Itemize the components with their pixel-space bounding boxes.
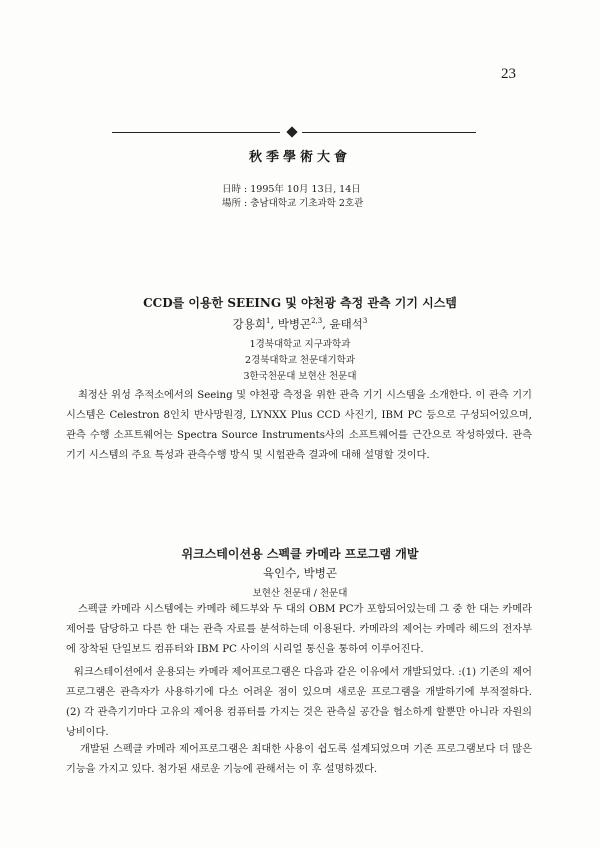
page-number: 23 xyxy=(501,66,516,82)
article2-paragraph-1: 스펙클 카메라 시스템에는 카메라 헤드부와 두 대의 OBM PC가 포함되어있는데 그 중 한 대는 카메라 제어를 담당하고 다른 한 대는 관측 자료를 분석하는데 이용된다. 카메라의 제어는 카메라 헤드의 전자부에 장착된 단일보드 컴퓨터와 IBM PC 사이의 시리얼 통신을 통하여 이루어진다. xyxy=(66,604,532,655)
author-name: 강용희 xyxy=(232,317,266,331)
author-name: 박병곤 xyxy=(277,317,312,331)
author-mark: 2,3 xyxy=(311,317,323,326)
conference-title: 秋季學術大會 xyxy=(248,150,351,165)
article1-affiliation-1: 1경북대학교 지구과학과 xyxy=(249,339,351,350)
author-mark: 1 xyxy=(265,317,271,326)
section-divider xyxy=(112,127,476,139)
divider-line-right xyxy=(302,132,476,133)
article2-authors: 육인수, 박병곤 xyxy=(263,566,337,580)
article1-title: CCD를 이용한 SEEING 및 야천광 측정 관측 기기 시스템 xyxy=(143,296,457,310)
article2-paragraph-3: 개발된 스펙클 카메라 제어프로그램은 최대한 사용이 쉽도록 설계되었으며 기존 프로그램보다 더 많은 기능을 가지고 있다. 첨가된 새로운 기능에 관해서는 이 후 설명하겠다. xyxy=(66,744,532,775)
article2-title: 위크스테이션용 스펙클 카메라 프로그램 개발 xyxy=(181,547,419,561)
article1-affiliation-2: 2경북대학교 천문대기학과 xyxy=(244,355,355,366)
article2-paragraph-2: 워크스테이션에서 운용되는 카메라 제어프로그램은 다음과 같은 이유에서 개발되었다. :(1) 기존의 제어프로그램은 관측자가 사용하기에 다소 어려운 점이 있으며 새로운 프로그램을 개발하기에 부적절하다. (2) 각 관측기기마다 고유의 제어용 컴퓨터를 가지는 것은 관측실 공간을 협소하게 할뿐만 아니라 자원의 낭비이다. xyxy=(66,667,532,738)
conference-place: 場所 : 충남대학교 기초과학 2호관 xyxy=(222,198,364,209)
author-name: 윤태석 xyxy=(329,317,363,331)
article1-authors: 강용희$^1$, 박병곤$^{2,3}$, 윤태석$^3$ xyxy=(232,317,368,331)
author-mark: 3 xyxy=(362,317,368,326)
article1-affiliation-3: 3한국천문대 보현산 천문대 xyxy=(243,371,357,382)
conference-date: 日時 : 1995年 10月 13日, 14日 xyxy=(222,184,361,195)
divider-line-left xyxy=(112,132,280,133)
diamond-ornament-icon xyxy=(286,126,297,137)
article2-affiliation: 보현산 천문대 / 천문대 xyxy=(252,588,348,599)
article1-abstract: 최정산 위성 추적소에서의 Seeing 및 야천광 측정을 위한 관측 기기 시스템을 소개한다. 이 관측 기기 시스템은 Celestron 8인치 반사망원경, LYNXX Plus CCD 사진기, IBM PC 등으로 구성되어있으며, 관측 수행 소프트웨어는 Spectra Source Instruments사의 소프트웨어를 근간으로 작성하였다. 관측 기기 시스템의 주요 특성과 관측수행 방식 및 시험관측 결과에 대해 설명할 것이다. xyxy=(66,390,532,461)
